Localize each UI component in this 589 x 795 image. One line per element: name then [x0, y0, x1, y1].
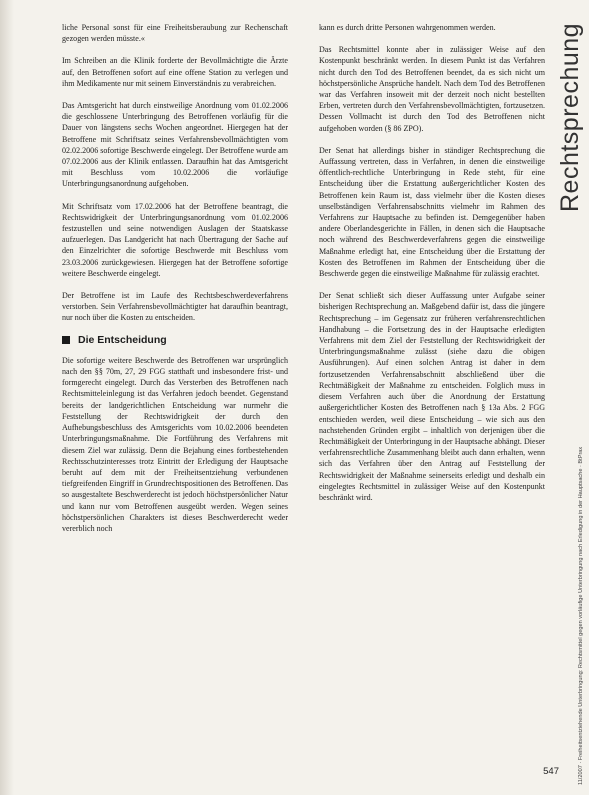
paragraph: Der Betroffene ist im Laufe des Rechtsbeschwerdeverfahrens verstorben. Sein Verfahrensbevollmächtigter hat daraufhin beantragt, nur noch über die Kosten zu entscheiden.	[62, 291, 288, 323]
paragraph: Das Rechtsmittel konnte aber in zulässiger Weise auf den Kostenpunkt beschränkt werden. In diesem Punkt ist das Verfahren nicht durch den Tod des Betroffenen beendet, da es sich nicht um höchstpersönliche Ansprüche handelt. Nach dem Tod des Betroffenen war das Verfahren insoweit mit der derzeit noch nicht bestellten Erben, vertreten durch den Verfahrensbevollmächtigten, fortzusetzen. Dessen Vollmacht ist durch den Tod des Betroffenen nicht aufgehoben worden (§ 86 ZPO).	[319, 45, 545, 133]
paragraph: Der Senat hat allerdings bisher in ständiger Rechtsprechung die Auffassung vertreten, dass in Verfahren, in denen die einstweilige öffentlich-rechtliche Unterbringung in Rede steht, für eine Entscheidung über die Erstattung außergerichtlicher Kosten des Betroffenen kein Raum ist, dass vielmehr über die Kosten dieses unselbständigen Verfahrensabschnitts vielmehr im Rahmen des Verfahrens zur Hauptsache zu befinden ist. Demgegenüber haben andere Oberlandesgerichte in Fällen, in denen sich die Hauptsache noch während des Beschwerdeverfahrens gegen die einstweilige Maßnahme erledigt hat, eine Entscheidung über die Erstattung der Kosten des Betroffenen im Rahmen der Entscheidung über die Beschwerde gegen die einstweilige Maßnahme für zulässig erachtet.	[319, 145, 545, 279]
left-column	[62, 22, 288, 545]
section-marker-icon	[62, 336, 70, 344]
page-number: 547	[543, 766, 559, 777]
section-heading-text: Die Entscheidung	[78, 333, 167, 346]
paragraph: Der Senat schließt sich dieser Auffassung unter Aufgabe seiner bisherigen Rechtsprechung an. Maßgebend dafür ist, dass die jüngere Rechtsprechung – im Gegensatz zur früheren verfahrensrechtlichen Handhabung – die Fortsetzung des in der Hauptsache erledigten Verfahrens mit dem Ziel der Feststellung der Rechtswidrigkeit der Unterbringungsmaßnahme zulässt (siehe dazu die obigen Ausführungen). Auf einen solchen Antrag ist daher in dem fortzusetzenden Verfahrensabschnitt abschließend über die Rechtmäßigkeit der Maßnahme zu entscheiden. Folglich muss in diesem Verfahren auch über die Anordnung der Erstattung außergerichtlicher Kosten des Betroffenen nach § 13a Abs. 2 FGG entschieden werden, weil diese Entscheidung – wie sich aus den nachstehenden Gründen ergibt – inhaltlich von derjenigen über die Rechtmäßigkeit der Unterbringung in der Hauptsache abhängt. Dieser verfahrensrechtliche Zusammenhang bleibt auch dann erhalten, wenn sich das Verfahren über den Antrag auf Feststellung der Rechtswidrigkeit der Maßnahme seinerseits erledigt und deshalb ein eingelegtes Rechtsmittel in zulässiger Weise auf den Kostenpunkt beschränkt wird.	[319, 291, 545, 502]
paragraph: kann es durch dritte Personen wahrgenommen werden.	[319, 23, 496, 32]
right-column	[319, 22, 545, 514]
paragraph: Mit Schriftsatz vom 17.02.2006 hat der Betroffene beantragt, die Rechtswidrigkeit der Unterbringungsanordnung vom 01.02.2006 festzustellen und seine notwendigen Auslagen der Staatskasse aufzuerlegen. Das Landgericht hat nach Übertragung der Sache auf den Einzelrichter die sofortige Beschwerde mit Beschluss vom 23.03.2006 zurückgewiesen. Hiergegen hat der Betroffene sofortige weitere Beschwerde eingelegt.	[62, 201, 288, 278]
paragraph: Im Schreiben an die Klinik forderte der Bevollmächtigte die Ärzte auf, den Betroffenen sofort auf eine offene Station zu verlegen und ihm Medikamente nur mit seinem Einverständnis zu verabreichen.	[62, 56, 288, 88]
paragraph: Das Amtsgericht hat durch einstweilige Anordnung vom 01.02.2006 die geschlossene Unterbringung des Betroffenen vorläufig für die Dauer von längstens sechs Wochen angeordnet. Hiergegen hat der Betroffene mit Schriftsatz seines Verfahrensbevollmächtigten vom 02.02.2006 sofortige Beschwerde eingelegt. Der Betroffene wurde am 07.02.2006 aus der Klinik entlassen. Daraufhin hat das Amtsgericht mit Beschluss vom 10.02.2006 die vorläufige Unterbringungsanordnung aufgehoben.	[62, 101, 288, 189]
paragraph: liche Personal sonst für eine Freiheitsberaubung zur Rechenschaft gezogen werden müsste.«	[62, 23, 288, 44]
page-binding-shadow	[0, 0, 14, 795]
section-side-title: Rechtsprechung	[556, 22, 584, 212]
section-heading	[62, 335, 288, 346]
paragraph: Die sofortige weitere Beschwerde des Betroffenen war ursprünglich nach den §§ 70m, 27, 29 FGG statthaft und insbesondere frist- und formgerecht eingelegt. Durch das Versterben des Betroffenen nach Rechtsmitteleinlegung ist das Verfahren jedoch beendet. Gegenstand bereits der landgerichtlichen Entscheidung war nurmehr die Feststellung der Rechtswidrigkeit der durch den Aufhebungsbeschluss des Amtsgerichts vom 10.02.2006 beendeten Unterbringungsmaßnahme. Die Fortführung des Verfahrens mit diesem Ziel war zulässig. Denn die Bejahung eines fortbestehenden Rechtsschutzinteresses trotz Eintritt der Erledigung der Hauptsache beruht auf dem mit der Freiheitsentziehung verbundenen tiefgreifenden Eingriff in Grundrechtspositionen des Betroffenen. Das so ausgestaltete Beschwerderecht ist jedoch höchstpersönlicher Natur und kann nur vom Betroffenen ausgeübt werden. Wegen seines höchstpersönlichen Charakters ist dieses Beschwerderecht weder vererblich noch	[62, 355, 288, 533]
running-header-vertical: 11/2007 · Freiheitsentziehende Unterbringung: Rechtsmittel gegen vorläufige Unterbringung nach Erledigung in der Hauptsache · BtPrax	[578, 446, 584, 785]
